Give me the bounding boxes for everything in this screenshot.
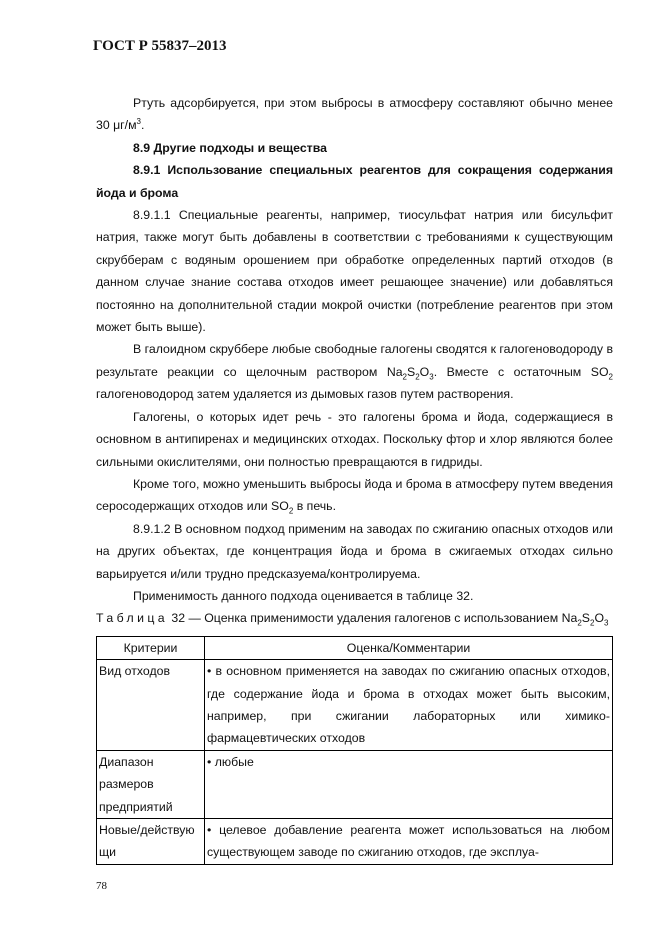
paragraph-applicability: Применимость данного подхода оценивается в таблице 32. — [133, 588, 474, 603]
page-number: 78 — [96, 880, 107, 892]
paragraph-8-9-1-1: 8.9.1.1 Специальные реагенты, например, тиосульфат натрия или бисульфит натрия, также могут быть добавлены в соответствии с требованиями к существующим скрубберам с водяным орошением при обработке определенных партий отходов (в данном случае знание состава отходов имеет решающее значение) или добавляться постоянно на дополнительной стадии мокрой очистки (потребление реагентов при этом может быть выше). — [96, 208, 613, 335]
table-cell-comment: • в основном применяется на заводах по сжиганию опасных отходов, где содержание йода и брома в отходах может быть высоким, например, при сжигании лабораторных или химико-фармацевтических отходов — [205, 660, 613, 751]
section-heading-8-9-1: 8.9.1 Использование специальных реагентов для сокращения содержания йода и брома — [96, 163, 613, 200]
table-row — [97, 819, 613, 865]
paragraph-halogen-scrubber: В галоидном скруббере любые свободные галогены сводятся к галогеноводороду в результате реакции со щелочным раствором $Na_2S_2O_3$. Вместе с остаточным $SO_2$ галогеноводород затем удаляется из дымовых газов путем растворения. — [96, 342, 613, 402]
table-caption: Таблица 32 — Оценка применимости удаления галогенов с использованием $Na_2S_2O_3$ — [96, 611, 609, 628]
table-header-assessment: Оценка/Комментарии — [205, 636, 613, 659]
table-cell-criterion: Вид отходов — [97, 660, 205, 751]
table-row — [97, 750, 613, 818]
document-body — [96, 92, 613, 865]
table-cell-criterion: Диапазон размеров предприятий — [97, 750, 205, 818]
table-cell-criterion: Новые/действующи — [97, 819, 205, 865]
table-cell-comment: • целевое добавление реагента может использоваться на любом существующем заводе по сжиганию отходов, где эксплуа- — [205, 819, 613, 865]
paragraph-reduce-emissions: Кроме того, можно уменьшить выбросы йода и брома в атмосферу путем введения серосодержащих отходов или $SO_2$ в печь. — [96, 476, 613, 516]
applicability-table — [96, 636, 613, 865]
paragraph-8-9-1-2: 8.9.1.2 В основном подход применим на заводах по сжиганию опасных отходов или на других объектах, где концентрация йода и брома в сжигаемых отходах сильно варьируется и/или трудно предсказуема/контролируема. — [96, 521, 613, 581]
table-header-criteria: Критерии — [97, 636, 205, 659]
table-header-row — [97, 636, 613, 659]
section-heading-8-9: 8.9 Другие подходы и вещества — [133, 140, 327, 155]
table-cell-comment: • любые — [205, 750, 613, 818]
paragraph-halogens: Галогены, о которых идет речь - это галогены брома и йода, содержащиеся в основном в антипиренах и медицинских отходах. Поскольку фтор и хлор являются более сильными окислителями, они полностью превращаются в гидриды. — [96, 409, 613, 469]
table-caption-label: Таблица — [96, 611, 169, 626]
paragraph-mercury: Ртуть адсорбируется, при этом выбросы в атмосферу составляют обычно менее 30 $\mu г/м^3$. — [96, 96, 613, 133]
table-row — [97, 660, 613, 751]
document-header: ГОСТ Р 55837–2013 — [93, 38, 227, 54]
